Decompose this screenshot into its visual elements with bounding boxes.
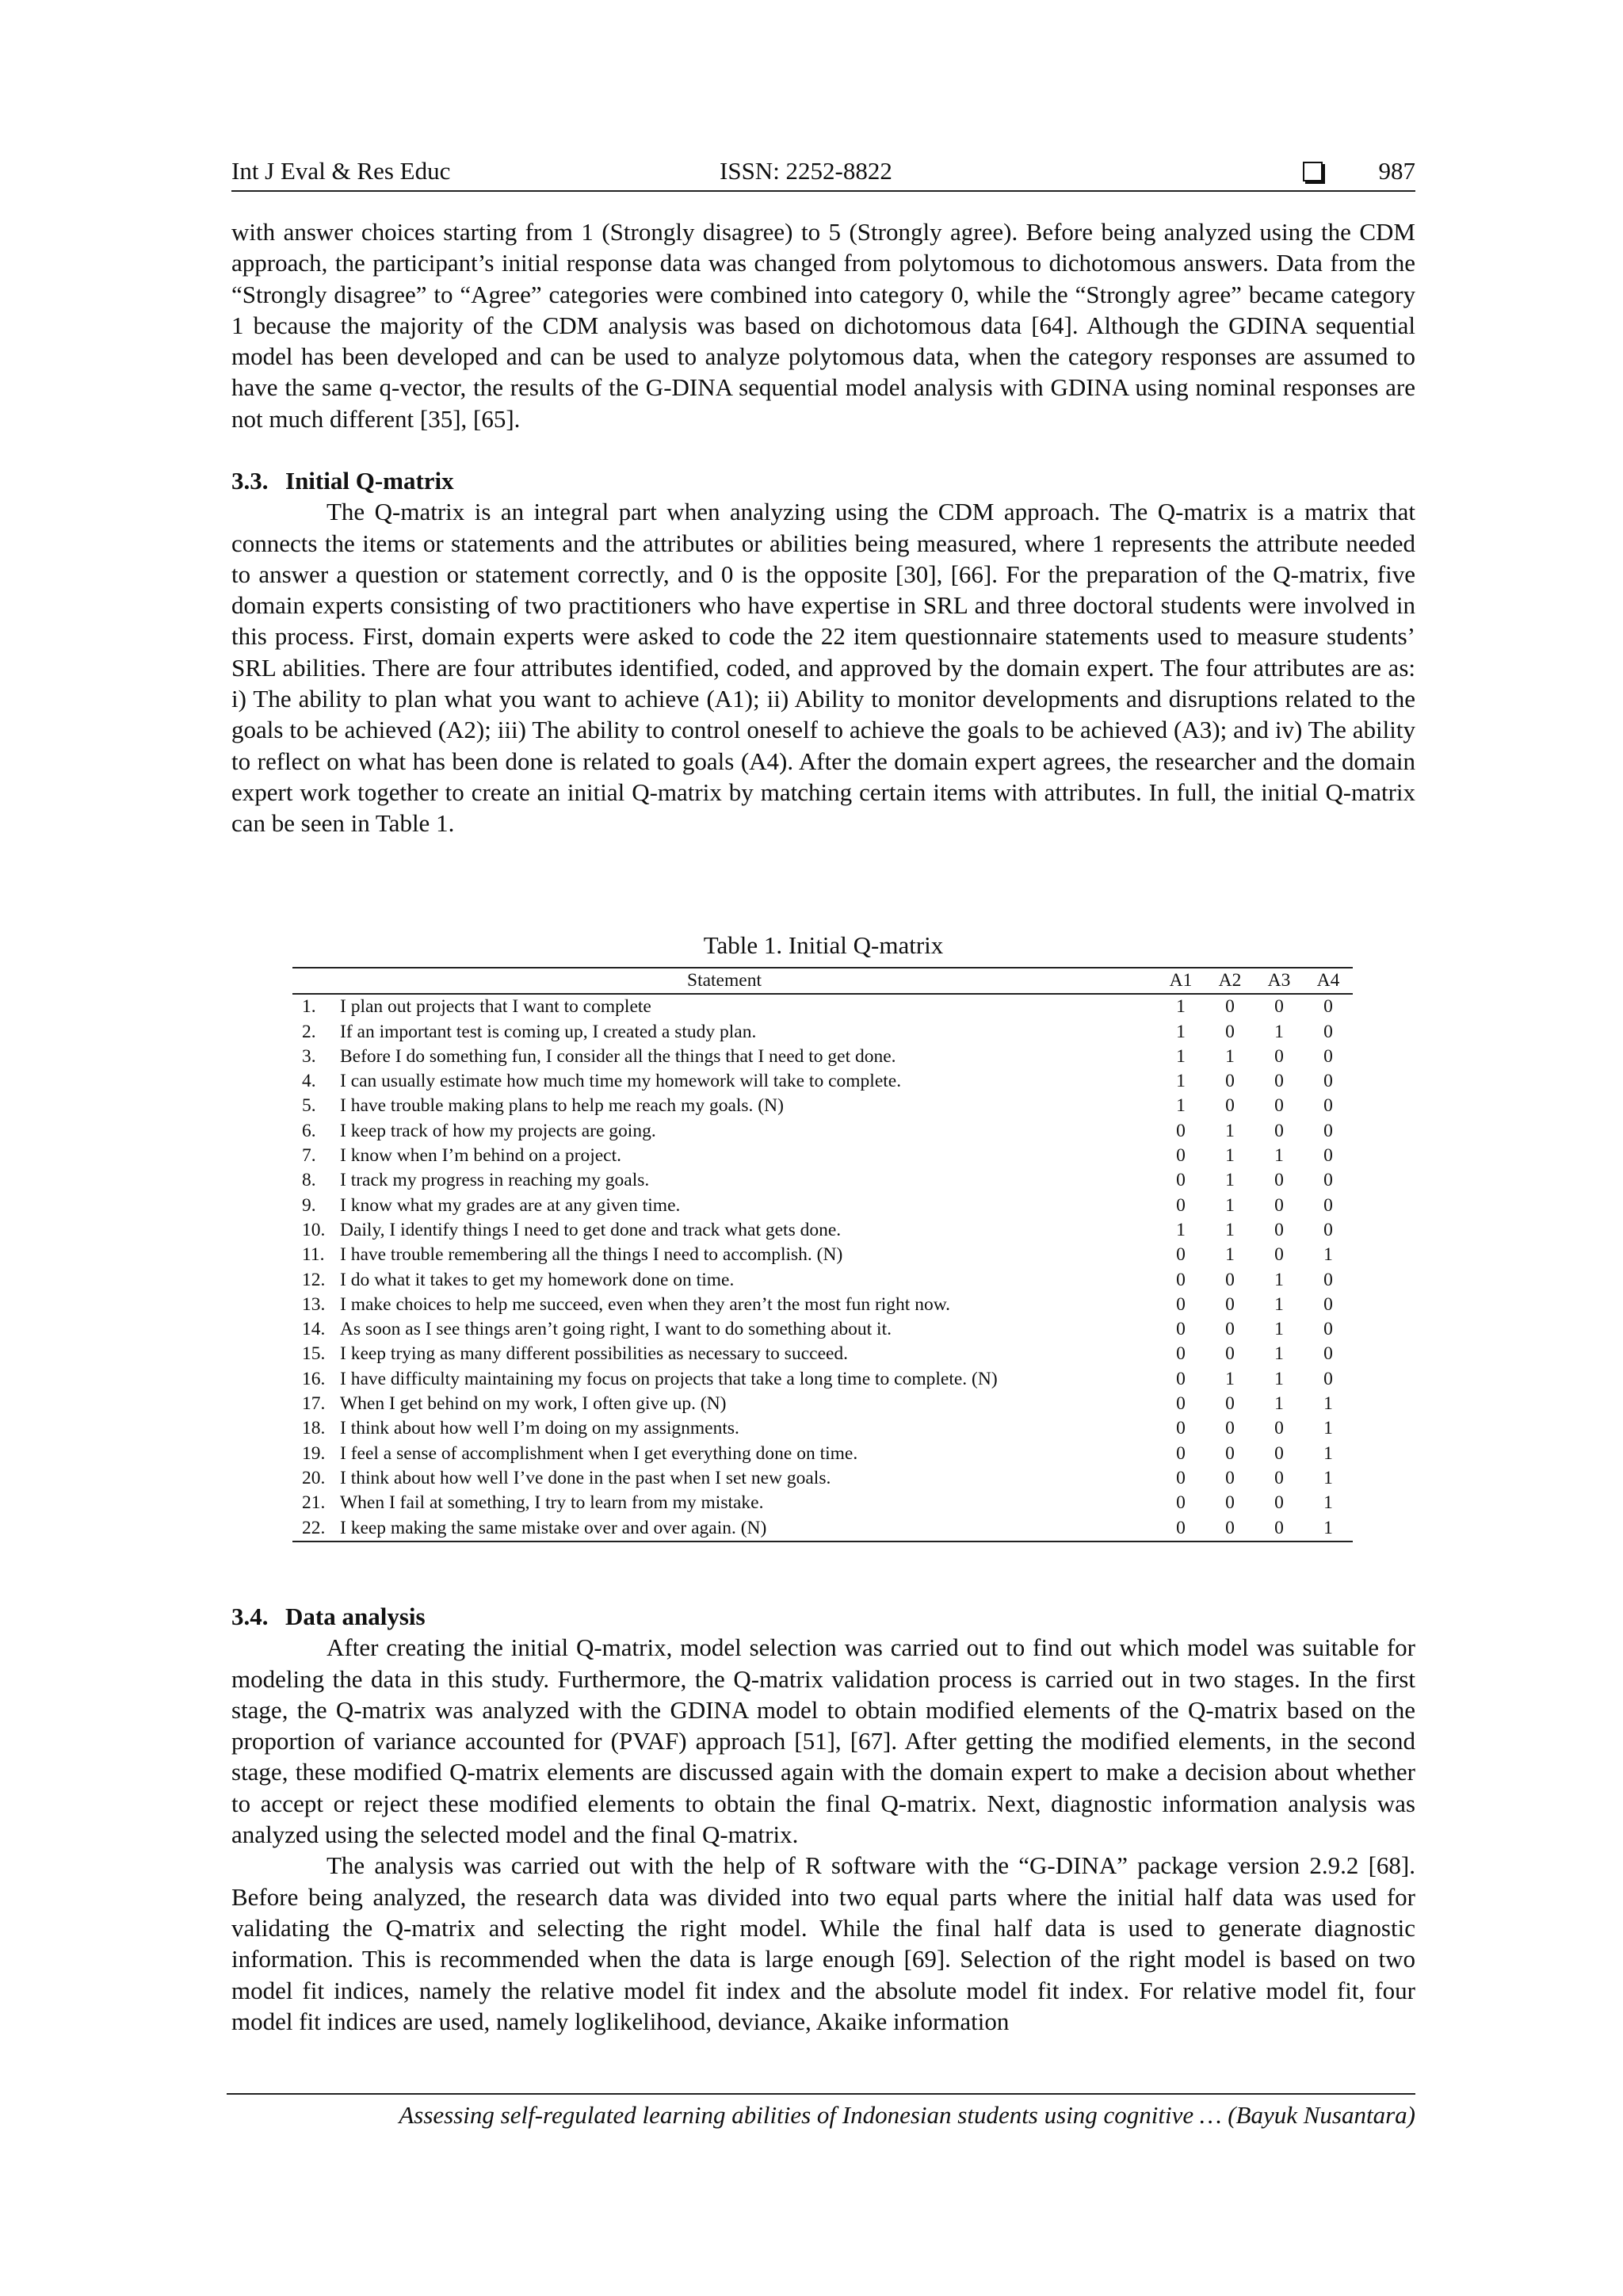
a1-cell: 0	[1176, 1293, 1186, 1315]
a2-cell: 1	[1225, 1145, 1235, 1167]
a4-cell: 0	[1323, 1170, 1333, 1191]
a4-cell: 0	[1323, 1045, 1333, 1067]
row-number: 8.	[302, 1170, 316, 1191]
row-number: 3.	[302, 1045, 316, 1067]
a2-cell: 0	[1225, 1393, 1235, 1415]
a2-cell: 0	[1225, 996, 1235, 1018]
table-row	[292, 1416, 1353, 1441]
a4-cell: 1	[1323, 1393, 1333, 1415]
a3-cell: 0	[1274, 1071, 1284, 1092]
a3-cell: 0	[1274, 1120, 1284, 1141]
row-number: 2.	[302, 1021, 316, 1042]
checkbox-square-icon	[1303, 162, 1323, 181]
a1-cell: 0	[1176, 1244, 1186, 1266]
a1-cell: 0	[1176, 1319, 1186, 1340]
table-row	[292, 1268, 1353, 1293]
statement-cell: I think about how well I’m doing on my assignments.	[340, 1418, 739, 1439]
row-number: 16.	[302, 1368, 326, 1389]
a2-cell: 0	[1225, 1442, 1235, 1464]
a3-cell: 0	[1274, 996, 1284, 1018]
statement-cell: When I get behind on my work, I often give up. (N)	[340, 1393, 727, 1415]
statement-cell: If an important test is coming up, I created a study plan.	[340, 1021, 757, 1042]
statement-cell: I have trouble making plans to help me reach my goals. (N)	[340, 1095, 784, 1117]
table-row	[292, 1069, 1353, 1094]
a3-cell: 1	[1274, 1269, 1284, 1290]
a2-cell: 0	[1225, 1418, 1235, 1439]
section-3-4	[231, 1601, 1415, 2037]
col-header-statement: Statement	[292, 968, 1156, 994]
body-paragraph: The Q-matrix is an integral part when analyzing using the CDM approach. The Q-matrix is a matrix that connects the items or statements and the attributes or abilities being measured, where 1 represents the attribute needed to answer a question or statement correctly, and 0 is the opposite [30], [66]. For the preparation of the Q-matrix, five domain experts consisting of two practitioners who have expertise in SRL and three doctoral students were involved in this process. First, domain experts were asked to code the 22 item questionnaire statements used to measure students’ SRL abilities. There are four attributes identified, coded, and approved by the domain expert. The four attributes are as: i) The ability to plan what you want to achieve (A1); ii) Ability to monitor developments and disruptions related to the goals to be achieved (A2); iii) The ability to control oneself to achieve the goals to be achieved (A3); and iv) The ability to reflect on what has been done is related to goals (A4). After the domain expert agrees, the researcher and the domain expert work together to create an initial Q-matrix by matching certain items with attributes. In full, the initial Q-matrix can be seen in Table 1.	[231, 498, 1415, 838]
table-row	[292, 1094, 1353, 1118]
row-number: 22.	[292, 1516, 340, 1541]
a2-cell: 0	[1225, 1467, 1235, 1488]
row-number: 5.	[302, 1095, 316, 1117]
a4-cell: 1	[1323, 1492, 1333, 1514]
row-number: 7.	[302, 1145, 316, 1167]
a4-cell: 0	[1323, 1368, 1333, 1389]
a3-cell: 0	[1274, 1442, 1284, 1464]
table-row	[292, 994, 1353, 1019]
table-row	[292, 1491, 1353, 1515]
a3-cell: 0	[1274, 1467, 1284, 1488]
a1-cell: 0	[1176, 1492, 1186, 1514]
table-row	[292, 1144, 1353, 1168]
a4-cell: 0	[1323, 1145, 1333, 1167]
a2-cell: 0	[1225, 1319, 1235, 1340]
a2-cell: 0	[1225, 1071, 1235, 1092]
row-number: 15.	[302, 1343, 326, 1365]
statement-cell: Before I do something fun, I consider all the things that I need to get done.	[340, 1045, 896, 1067]
statement-cell: I think about how well I’ve done in the past when I set new goals.	[340, 1467, 831, 1488]
table-row	[292, 1218, 1353, 1243]
table-row	[292, 1194, 1353, 1218]
a2-cell: 1	[1225, 1120, 1235, 1141]
statement-cell: As soon as I see things aren’t going right, I want to do something about it.	[340, 1319, 892, 1340]
a2-cell: 0	[1225, 1343, 1235, 1365]
a4-cell: 1	[1323, 1244, 1333, 1266]
a4-cell: 0	[1323, 1120, 1333, 1141]
row-number: 10.	[302, 1219, 326, 1240]
a1-cell: 0	[1176, 1393, 1186, 1415]
a3-cell: 0	[1274, 1244, 1284, 1266]
statement-cell: When I fail at something, I try to learn from my mistake.	[340, 1492, 764, 1514]
a1-cell: 1	[1176, 1071, 1186, 1092]
row-number: 19.	[302, 1442, 326, 1464]
statement-cell: Daily, I identify things I need to get done and track what gets done.	[340, 1219, 842, 1240]
a1-cell: 1	[1176, 1021, 1186, 1042]
a2-cell: 0	[1225, 1021, 1235, 1042]
a3-cell: 0	[1274, 1492, 1284, 1514]
statement-cell: I know what my grades are at any given time.	[340, 1194, 681, 1216]
table-row	[292, 1442, 1353, 1466]
statement-cell: I can usually estimate how much time my homework will take to complete.	[340, 1071, 902, 1092]
a4-cell: 0	[1323, 1343, 1333, 1365]
statement-cell: I feel a sense of accomplishment when I get everything done on time.	[340, 1442, 858, 1464]
a3-cell: 0	[1274, 1194, 1284, 1216]
q-matrix-table	[292, 967, 1353, 1542]
col-header-a3: A3	[1254, 968, 1304, 994]
body-paragraph: The analysis was carried out with the help of R software with the “G-DINA” package version 2.9.2 [68]. Before being analyzed, the research data was divided into two equal parts where the initial half data was used for validating the Q-matrix and selecting the right model. While the final half data is used to generate diagnostic information. This is recommended when the data is large enough [69]. Selection of the right model is based on two model fit indices, namely the relative model fit index and the absolute model fit index. For relative model fit, four model fit indices are used, namely loglikelihood, deviance, Akaike information	[231, 1851, 1415, 2035]
table-caption: Table 1. Initial Q-matrix	[703, 931, 944, 959]
row-number: 6.	[302, 1120, 316, 1141]
a4-cell: 1	[1304, 1516, 1353, 1541]
running-footer: Assessing self-regulated learning abilities of Indonesian students using cognitive … (Bayuk Nusantara)	[227, 2093, 1415, 2130]
a3-cell: 1	[1274, 1393, 1284, 1415]
row-number: 14.	[302, 1319, 326, 1340]
table-row	[292, 1045, 1353, 1069]
a3-cell: 0	[1274, 1418, 1284, 1439]
statement-cell: I have difficulty maintaining my focus on projects that take a long time to complete. (N)	[340, 1368, 998, 1389]
table-row	[292, 1243, 1353, 1267]
a1-cell: 0	[1176, 1145, 1186, 1167]
row-number: 9.	[302, 1194, 316, 1216]
a3-cell: 0	[1274, 1170, 1284, 1191]
statement-cell: I know when I’m behind on a project.	[340, 1145, 622, 1167]
row-number: 1.	[302, 996, 316, 1018]
table-row	[292, 1392, 1353, 1416]
a1-cell: 0	[1176, 1269, 1186, 1290]
a1-cell: 0	[1176, 1343, 1186, 1365]
col-header-a2: A2	[1205, 968, 1254, 994]
a3-cell: 0	[1274, 1045, 1284, 1067]
a3-cell: 1	[1274, 1145, 1284, 1167]
intro-paragraph-block	[231, 216, 1415, 434]
row-number: 11.	[302, 1244, 325, 1266]
section-heading: 3.4. Data analysis	[231, 1603, 426, 1630]
a1-cell: 0	[1176, 1442, 1186, 1464]
a3-cell: 0	[1254, 1516, 1304, 1541]
body-paragraph: After creating the initial Q-matrix, model selection was carried out to find out which model was suitable for modeling the data in this study. Furthermore, the Q-matrix validation process is carried out in two stages. In the first stage, the Q-matrix was analyzed with the GDINA model to obtain modified elements of the Q-matrix based on the proportion of variance accounted for (PVAF) approach [51], [67]. After getting the modified elements, in the second stage, these modified Q-matrix elements are discussed again with the domain expert to make a decision about whether to accept or reject these modified elements to obtain the final Q-matrix. Next, diagnostic information analysis was analyzed using the selected model and the final Q-matrix.	[231, 1633, 1415, 1849]
table-row	[292, 1020, 1353, 1045]
statement-cell: I keep track of how my projects are going.	[340, 1120, 656, 1141]
statement-cell: I keep making the same mistake over and over again. (N)	[340, 1516, 1156, 1541]
a2-cell: 0	[1225, 1492, 1235, 1514]
a3-cell: 1	[1274, 1021, 1284, 1042]
journal-name: Int J Eval & Res Educ	[231, 157, 451, 185]
a3-cell: 1	[1274, 1343, 1284, 1365]
row-number: 4.	[302, 1071, 316, 1092]
a4-cell: 0	[1323, 1319, 1333, 1340]
statement-cell: I have trouble remembering all the things I need to accomplish. (N)	[340, 1244, 843, 1266]
a4-cell: 1	[1323, 1467, 1333, 1488]
statement-cell: I do what it takes to get my homework done on time.	[340, 1269, 735, 1290]
a2-cell: 1	[1225, 1368, 1235, 1389]
a4-cell: 0	[1323, 1219, 1333, 1240]
a2-cell: 1	[1225, 1244, 1235, 1266]
a4-cell: 1	[1323, 1418, 1333, 1439]
row-number: 21.	[302, 1492, 326, 1514]
table-header-row	[292, 968, 1353, 994]
a3-cell: 1	[1274, 1368, 1284, 1389]
a4-cell: 0	[1323, 996, 1333, 1018]
a1-cell: 0	[1156, 1516, 1205, 1541]
issn: ISSN: 2252-8822	[720, 157, 892, 185]
body-paragraph: with answer choices starting from 1 (Strongly disagree) to 5 (Strongly agree). Before being analyzed using the CDM approach, the participant’s initial response data was changed from polytomous to dichotomous answers. Data from the “Strongly disagree” to “Agree” categories were combined into category 0, while the “Strongly agree” became category 1 because the majority of the CDM analysis was based on dichotomous data [64]. Although the GDINA sequential model has been developed and can be used to analyze polytomous data, when the category responses are assumed to have the same q-vector, the results of the G-DINA sequential model analysis with GDINA using nominal responses are not much different [35], [65].	[231, 218, 1415, 433]
a1-cell: 0	[1176, 1418, 1186, 1439]
page-number: 987	[1378, 157, 1415, 185]
a1-cell: 0	[1176, 1170, 1186, 1191]
section-3-3	[231, 465, 1415, 839]
page-header	[231, 155, 1415, 192]
table-row	[292, 1293, 1353, 1317]
a2-cell: 0	[1225, 1269, 1235, 1290]
a1-cell: 0	[1176, 1194, 1186, 1216]
a3-cell: 1	[1274, 1293, 1284, 1315]
a2-cell: 0	[1205, 1516, 1254, 1541]
table-row	[292, 1168, 1353, 1193]
row-number: 18.	[302, 1418, 326, 1439]
col-header-a1: A1	[1156, 968, 1205, 994]
a1-cell: 0	[1176, 1467, 1186, 1488]
statement-cell: I make choices to help me succeed, even when they aren’t the most fun right now.	[340, 1293, 951, 1315]
a1-cell: 1	[1176, 1219, 1186, 1240]
a4-cell: 0	[1323, 1071, 1333, 1092]
a1-cell: 0	[1176, 1120, 1186, 1141]
row-number: 12.	[302, 1269, 326, 1290]
row-number: 20.	[302, 1467, 326, 1488]
row-number: 17.	[302, 1393, 326, 1415]
statement-cell: I keep trying as many different possibilities as necessary to succeed.	[340, 1343, 849, 1365]
a2-cell: 1	[1225, 1194, 1235, 1216]
a2-cell: 0	[1225, 1095, 1235, 1117]
col-header-a4: A4	[1304, 968, 1353, 994]
a1-cell: 1	[1176, 1095, 1186, 1117]
table-row	[292, 1516, 1353, 1541]
a4-cell: 0	[1323, 1021, 1333, 1042]
a3-cell: 1	[1274, 1319, 1284, 1340]
a4-cell: 0	[1323, 1269, 1333, 1290]
a4-cell: 0	[1323, 1194, 1333, 1216]
table-row	[292, 1466, 1353, 1491]
table-row	[292, 1367, 1353, 1392]
section-heading: 3.3. Initial Q-matrix	[231, 467, 454, 495]
a2-cell: 1	[1225, 1219, 1235, 1240]
table-row	[292, 1317, 1353, 1342]
statement-cell: I track my progress in reaching my goals.	[340, 1170, 650, 1191]
a3-cell: 0	[1274, 1095, 1284, 1117]
a2-cell: 0	[1225, 1293, 1235, 1315]
a3-cell: 0	[1274, 1219, 1284, 1240]
a4-cell: 0	[1323, 1293, 1333, 1315]
table-row	[292, 1119, 1353, 1144]
a2-cell: 1	[1225, 1170, 1235, 1191]
a4-cell: 0	[1323, 1095, 1333, 1117]
a2-cell: 1	[1225, 1045, 1235, 1067]
statement-cell: I plan out projects that I want to complete	[340, 996, 651, 1018]
a1-cell: 0	[1176, 1368, 1186, 1389]
a1-cell: 1	[1176, 1045, 1186, 1067]
a1-cell: 1	[1176, 996, 1186, 1018]
row-number: 13.	[302, 1293, 326, 1315]
a4-cell: 1	[1323, 1442, 1333, 1464]
table-row	[292, 1342, 1353, 1366]
